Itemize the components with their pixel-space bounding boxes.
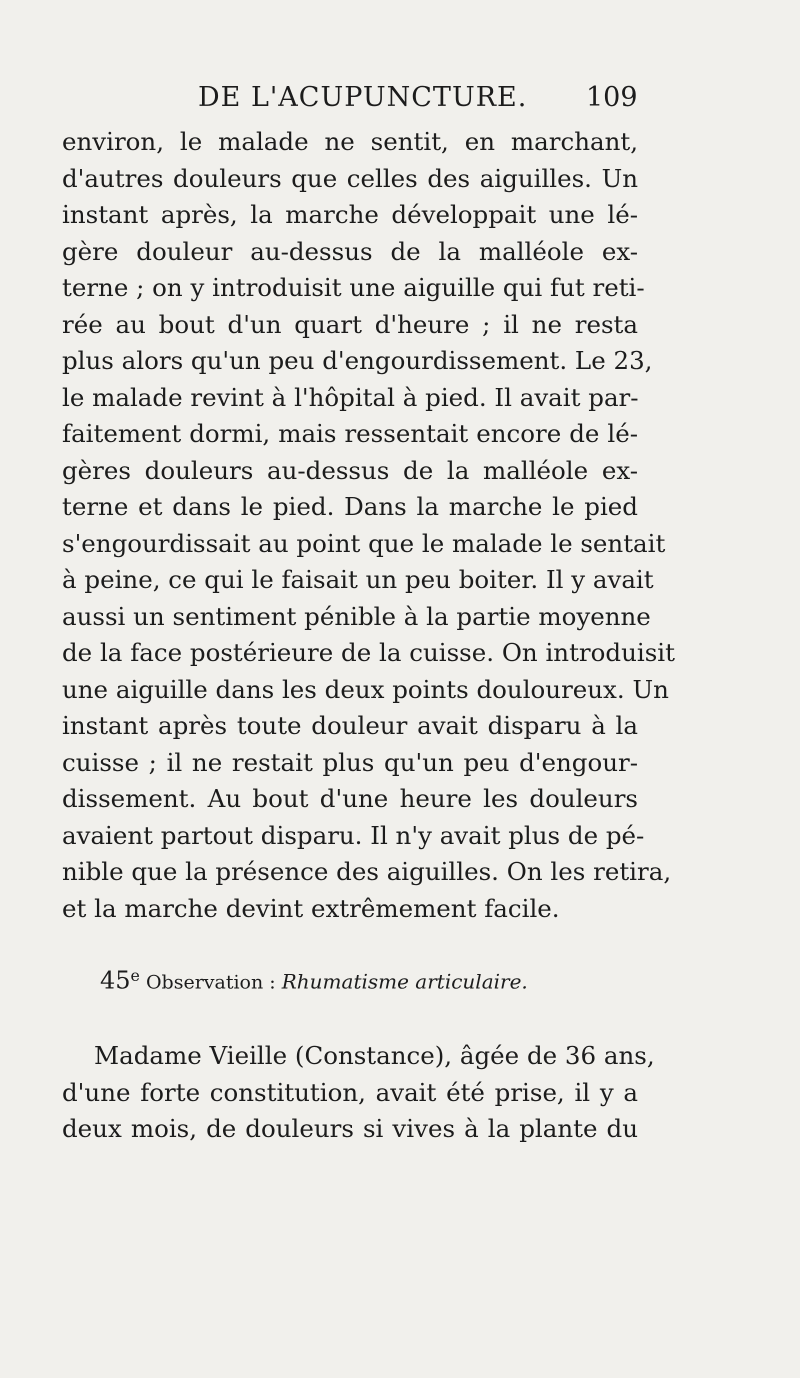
text-line: aussi un sentiment pénible à la partie moyenne [62,601,651,631]
text-line: nible que la présence des aiguilles. On les retira, [62,857,672,886]
text-line: instant après, la marche développait une lé- [62,200,638,229]
text-line: d'une forte constitution, avait été prise, il y a [62,1077,638,1107]
observation-title: Rhumatisme articulaire. [281,969,528,994]
text-line: Madame Vieille (Constance), âgée de 36 ans, [94,1041,655,1070]
observation-heading [100,966,528,994]
page-header [0,78,800,118]
observation-label: Observation : [145,971,276,994]
observation-superscript: e [130,966,140,985]
text-line: environ, le malade ne sentit, en marchant, [62,127,638,156]
text-line: gère douleur au-dessus de la malléole ex- [62,236,638,266]
observation-number: 45 [100,966,131,995]
text-line: à peine, ce qui le faisait un peu boiter. Il y avait [62,565,654,594]
text-line: deux mois, de douleurs si vives à la plante du [62,1114,638,1143]
text-line: faitement dormi, mais ressentait encore de lé- [62,419,638,448]
paragraph-2 [62,1038,655,1148]
text-line: cuisse ; il ne restait plus qu'un peu d'engour- [62,747,638,777]
text-line: rée au bout d'un quart d'heure ; il ne resta [62,309,638,339]
text-line: s'engourdissait au point que le malade le sentait [62,528,666,558]
text-line: d'autres douleurs que celles des aiguilles. Un [62,163,638,193]
text-line: instant après toute douleur avait disparu à la [62,711,638,740]
text-line: de la face postérieure de la cuisse. On introduisit [62,638,675,667]
paragraph-1 [62,124,675,927]
text-line: terne et dans le pied. Dans la marche le pied [62,492,638,521]
page-number: 109 [586,82,638,113]
text-line: dissement. Au bout d'une heure les douleurs [62,784,638,813]
text-line: avaient partout disparu. Il n'y avait plus de pé- [62,820,645,850]
text-line: une aiguille dans les deux points douloureux. Un [62,674,669,704]
text-line: et la marche devint extrêmement facile. [62,893,560,923]
running-title: DE L'ACUPUNCTURE. [198,82,528,113]
text-line: le malade revint à l'hôpital à pied. Il avait par- [62,382,639,412]
text-line: terne ; on y introduisit une aiguille qui fut reti- [62,273,645,302]
text-line: gères douleurs au-dessus de la malléole ex- [62,455,638,485]
text-line: plus alors qu'un peu d'engourdissement. Le 23, [62,346,653,375]
